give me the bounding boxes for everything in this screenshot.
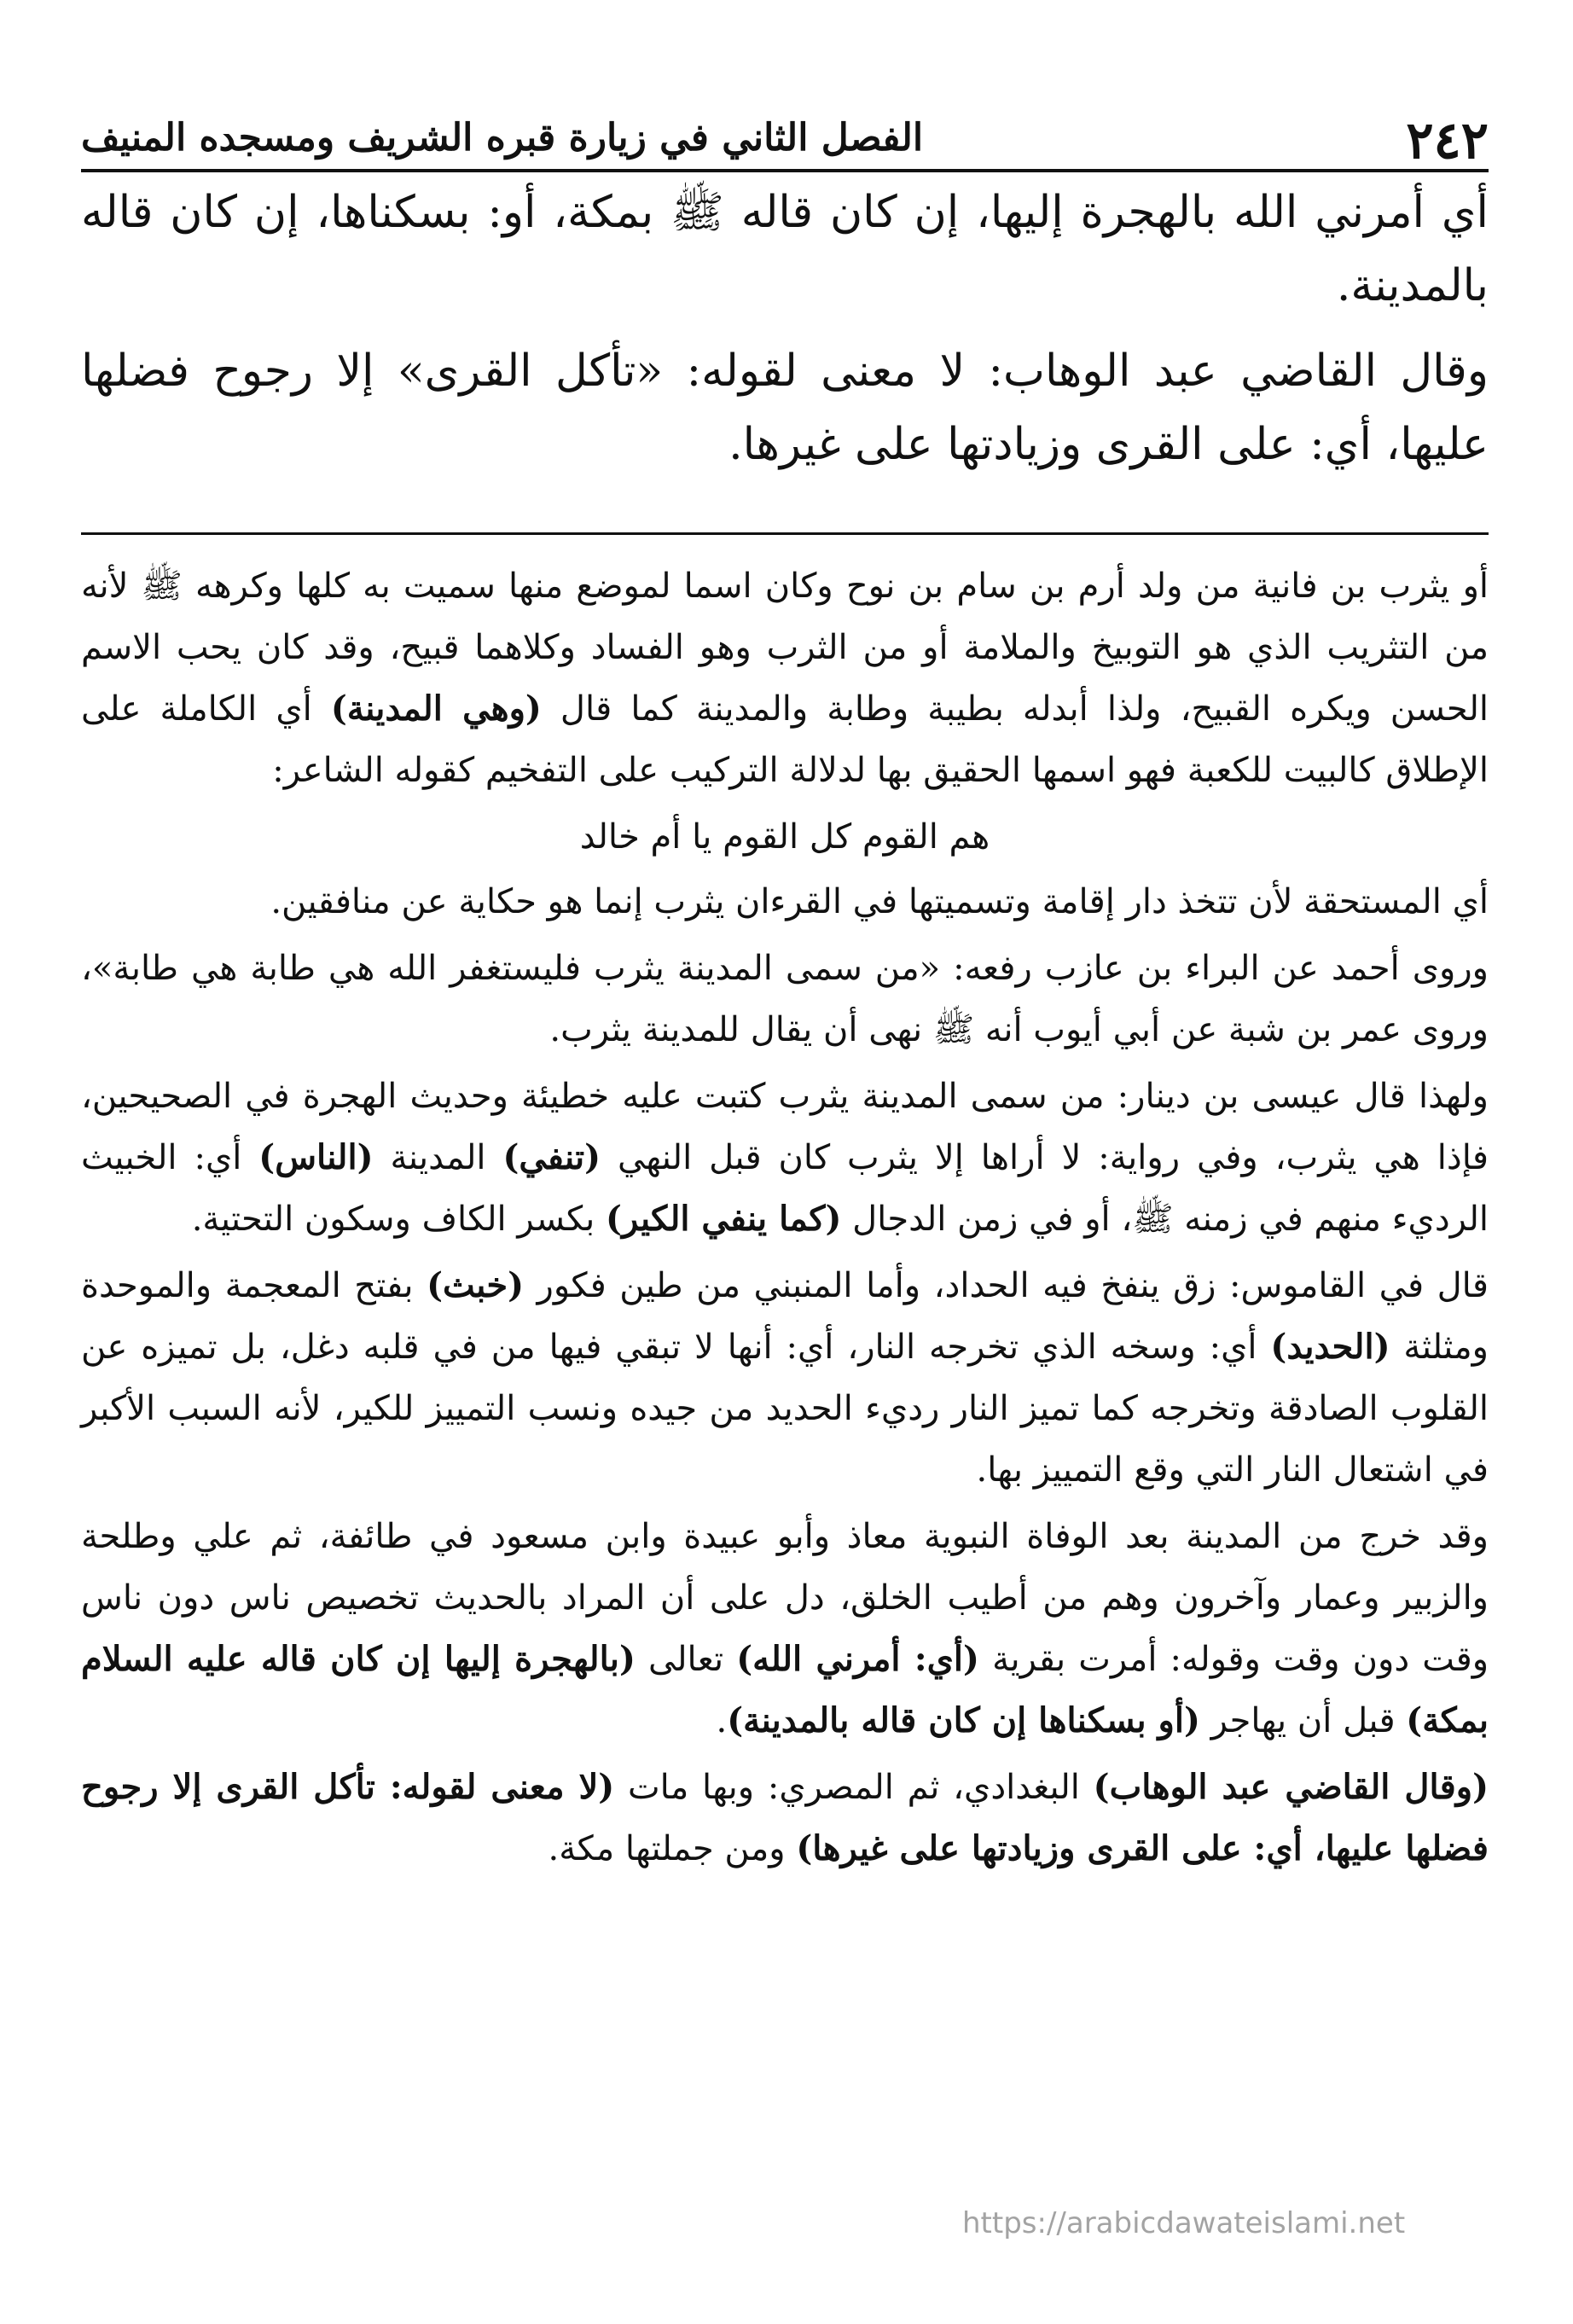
footnote-paragraph (81, 938, 1489, 1060)
footnote-paragraph (81, 1255, 1489, 1501)
text-run: أي: الخبيث الرديء منهم في زمنه ﷺ، أو في زمن الدجال (81, 1138, 1489, 1239)
header-rule (81, 169, 1489, 172)
commented-phrase: (وهي المدينة) (330, 688, 542, 729)
text-run: بكسر الكاف وسكون التحتية. (191, 1200, 607, 1239)
book-page (81, 102, 1489, 1885)
commented-phrase: (خبث) (427, 1265, 524, 1305)
text-run: أي المستحقة لأن تتخذ دار إقامة وتسميتها في القرءان يثرب إنما هو حكاية عن منافقين. (270, 882, 1489, 921)
text-run: أي: وسخه الذي تخرجه النار، أي: أنها لا تبقي فيها من في قلبه دغل، بل تميزه عن القلوب الصادقة وتخرجه كما تميز النار رديء الحديد من جيده ونسب التمييز للكير، لأنه السبب الأكبر في اشتعال النار التي وقع التمييز بها. (81, 1328, 1489, 1490)
text-run: أي الكاملة على الإطلاق كالبيت للكعبة فهو اسمها الحقيق بها لدلالة التركيب على التفخيم كقوله الشاعر: (81, 689, 1489, 790)
text-run: تعالى (635, 1640, 737, 1679)
commented-phrase: (تنفي) (502, 1137, 601, 1177)
commented-phrase: (لا معنى لقوله: تأكل القرى إلا رجوح فضلها عليها، أي: على القرى وزيادتها على غيرها) (81, 1767, 1489, 1868)
text-run: قبل أن يهاجر (1199, 1701, 1407, 1740)
commented-phrase: (بالهجرة إليها إن كان قاله عليه السلام بمكة) (81, 1639, 1489, 1740)
page-header (81, 102, 1489, 176)
commented-phrase: (أي: أمرني الله) (736, 1639, 979, 1679)
text-run: أي أمرني الله بالهجرة إليها، إن كان قاله ﷺ بمكة، أو: بسكناها، إن كان قاله بالمدينة. (81, 187, 1489, 311)
commented-phrase: (الناس) (258, 1137, 374, 1177)
footnote-paragraph (81, 1066, 1489, 1250)
commented-phrase: (وقال القاضي عبد الوهاب) (1093, 1767, 1489, 1807)
footnote-paragraph (81, 1506, 1489, 1752)
footnote-divider (81, 532, 1489, 535)
text-run: وروى أحمد عن البراء بن عازب رفعه: «من سمى المدينة يثرب فليستغفر الله هي طابة هي طابة»، وروى عمر بن شبة عن أبي أيوب أنه ﷺ نهى أن يقال للمدينة يثرب. (81, 949, 1489, 1049)
text-run: وقد خرج من المدينة بعد الوفاة النبوية معاذ وأبو عبيدة وابن مسعود في طائفة، ثم علي وطلحة والزبير وعمار وآخرون وهم من أطيب الخلق، دل على أن المراد بالحديث تخصيص ناس دون ناس وقت دون وقت وقوله: أمرت بقرية (81, 1517, 1489, 1679)
main-paragraph (81, 334, 1489, 481)
watermark-url: https://arabicdawateislami.net (962, 2206, 1406, 2240)
verse-line (81, 806, 1489, 868)
text-run: وقال القاضي عبد الوهاب: لا معنى لقوله: «تأكل القرى» إلا رجوح فضلها عليها، أي: على القرى وزيادتها على غيرها. (81, 346, 1489, 470)
text-run: أو يثرب بن فانية من ولد أرم بن سام بن نوح وكان اسما لموضع منها سميت به كلها وكرهه ﷺ لأنه من التثريب الذي هو التوبيخ والملامة أو من الثرب وهو الفساد وكلاهما قبيح، وقد كان يحب الاسم الحسن ويكره القبيح، ولذا أبدله بطيبة وطابة والمدينة كما قال (81, 566, 1489, 729)
text-run: قال في القاموس: زق ينفخ فيه الحداد، وأما المنبني من طين فكور (524, 1266, 1489, 1305)
footnote-paragraph (81, 871, 1489, 933)
commented-phrase: (الحديد) (1270, 1327, 1390, 1367)
text-run: ولهذا قال عيسى بن دينار: من سمى المدينة يثرب كتبت عليه خطيئة وحديث الهجرة في الصحيحين، فإذا هي يثرب، وفي رواية: لا أراها إلا يثرب كان قبل النهي (81, 1077, 1489, 1177)
page-number: ٢٤٢ (1406, 111, 1489, 171)
footnotes-section (81, 555, 1489, 1880)
text-run: بفتح المعجمة والموحدة ومثلثة (81, 1266, 1489, 1367)
main-paragraph (81, 176, 1489, 322)
text-run: ومن جملتها مكة. (548, 1829, 797, 1868)
footnote-paragraph (81, 555, 1489, 801)
text-run: البغدادي، ثم المصري: وبها مات (614, 1768, 1094, 1807)
commented-phrase: (أو بسكناها إن كان قاله بالمدينة) (727, 1700, 1200, 1740)
commented-phrase: (كما ينفي الكير) (606, 1199, 842, 1239)
text-run: المدينة (373, 1138, 503, 1177)
main-text (81, 176, 1489, 481)
text-run: . (716, 1701, 728, 1740)
text-run: هم القوم كل القوم يا أم خالد (579, 817, 990, 857)
footnote-paragraph (81, 1757, 1489, 1880)
running-title: الفصل الثاني في زيارة قبره الشريف ومسجده المنيف (81, 116, 924, 160)
